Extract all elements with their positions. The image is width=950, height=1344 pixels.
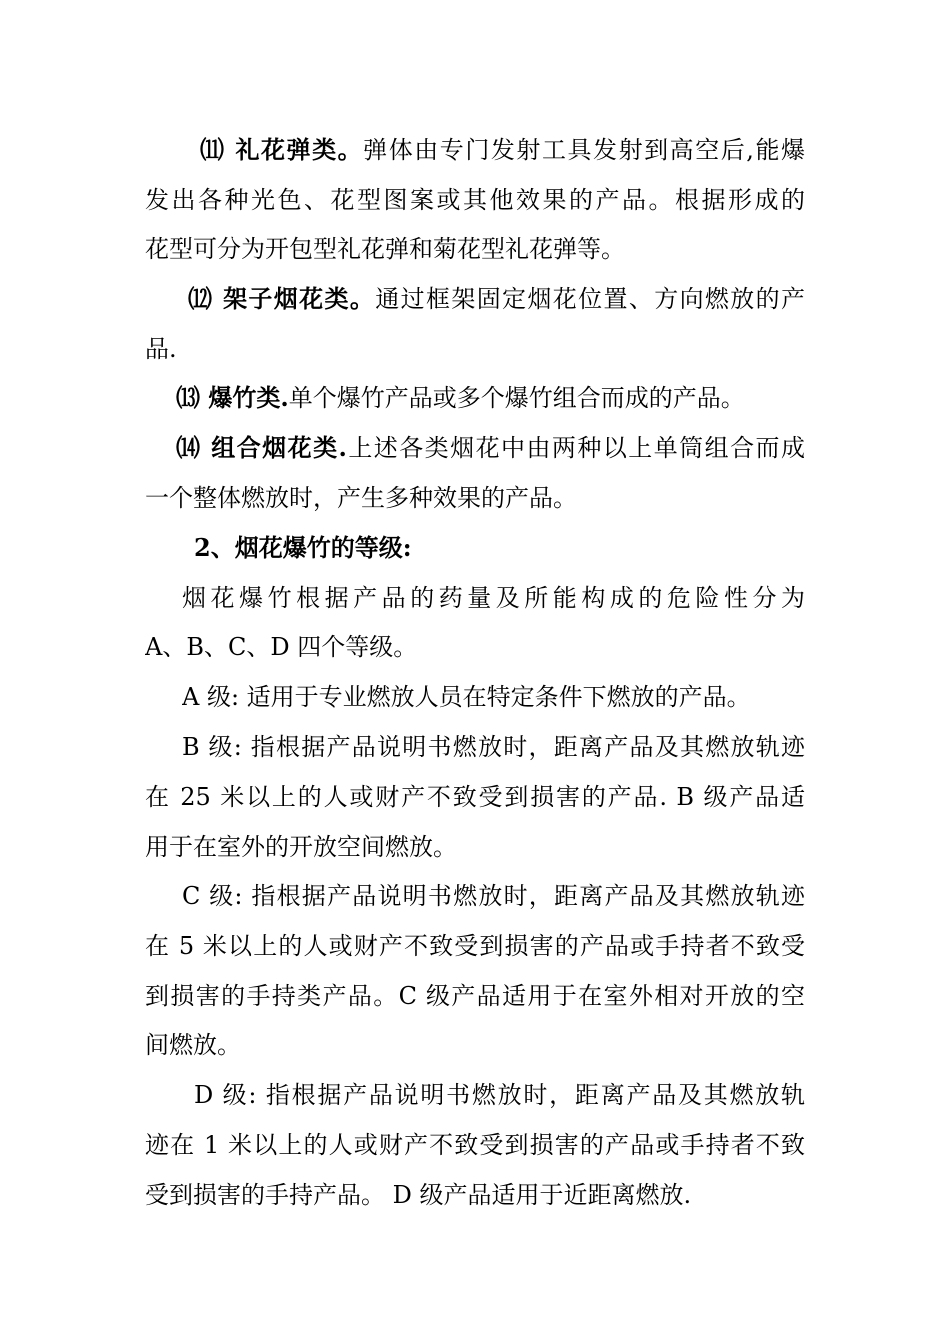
line-text: D 级: 指根据产品说明书燃放时，距离产品及其燃放轨 <box>194 1081 805 1109</box>
line-text: 在 5 米以上的人或财产不致受到损害的产品或手持者不致受 <box>145 932 805 960</box>
line-text: 上述各类烟花中由两种以上单筒组合而成 <box>346 434 805 462</box>
paragraph-line <box>176 428 805 468</box>
paragraph-line <box>145 1175 805 1215</box>
line-text: 品. <box>145 335 177 363</box>
section-heading: ⒁ 组合烟花类. <box>176 433 347 462</box>
paragraph-line <box>182 727 805 767</box>
paragraph-line <box>176 378 805 418</box>
paragraph-line <box>145 827 805 867</box>
paragraph-line <box>182 677 805 717</box>
line-text: 通过框架固定烟花位置、方向燃放的产 <box>375 285 805 313</box>
paragraph-line <box>182 578 805 618</box>
paragraph-line <box>145 926 805 966</box>
paragraph-line <box>194 528 805 568</box>
paragraph-line <box>145 1125 805 1165</box>
paragraph-line <box>182 876 805 916</box>
paragraph-line <box>145 229 805 269</box>
line-text: 到损害的手持类产品。C 级产品适用于在室外相对开放的空 <box>145 982 805 1010</box>
section-heading: ⒀ 爆竹类. <box>176 383 289 412</box>
paragraph-line <box>145 976 805 1016</box>
line-text: 单个爆竹产品或多个爆竹组合而成的产品。 <box>288 384 745 412</box>
line-text: C 级: 指根据产品说明书燃放时，距离产品及其燃放轨迹 <box>182 882 805 910</box>
section-heading: ⑾ 礼花弹类。 <box>200 135 364 164</box>
line-text: B 级: 指根据产品说明书燃放时，距离产品及其燃放轨迹 <box>182 733 805 761</box>
paragraph-line <box>145 180 805 220</box>
line-text: A 级: 适用于专业燃放人员在特定条件下燃放的产品。 <box>182 683 751 711</box>
paragraph-line <box>145 329 805 369</box>
line-text: 迹在 1 米以上的人或财产不致受到损害的产品或手持者不致 <box>145 1131 805 1159</box>
paragraph-line <box>188 279 805 319</box>
line-text: 一个整体燃放时，产生多种效果的产品。 <box>145 484 577 512</box>
line-text: 用于在室外的开放空间燃放。 <box>145 833 457 861</box>
line-text: 间燃放。 <box>145 1031 241 1059</box>
line-text: A、B、C、D 四个等级。 <box>145 633 418 661</box>
line-text: 弹体由专门发射工具发射到高空后,能爆 <box>363 136 805 164</box>
paragraph-line <box>145 478 805 518</box>
paragraph-line <box>200 130 805 170</box>
line-text: 花型可分为开包型礼花弹和菊花型礼花弹等。 <box>145 235 625 263</box>
paragraph-line <box>145 627 805 667</box>
line-text: 在 25 米以上的人或财产不致受到损害的产品. B 级产品适 <box>145 783 805 811</box>
paragraph-line <box>145 777 805 817</box>
section-heading: ⑿ 架子烟花类。 <box>188 284 376 313</box>
line-text: 受到损害的手持产品。 D 级产品适用于近距离燃放. <box>145 1181 692 1209</box>
paragraph-line <box>145 1025 805 1065</box>
paragraph-line <box>194 1075 805 1115</box>
line-text: 烟花爆竹根据产品的药量及所能构成的危险性分为 <box>182 584 805 612</box>
section-heading: 2、烟花爆竹的等级: <box>194 533 412 562</box>
line-text: 发出各种光色、花型图案或其他效果的产品。根据形成的 <box>145 186 805 214</box>
